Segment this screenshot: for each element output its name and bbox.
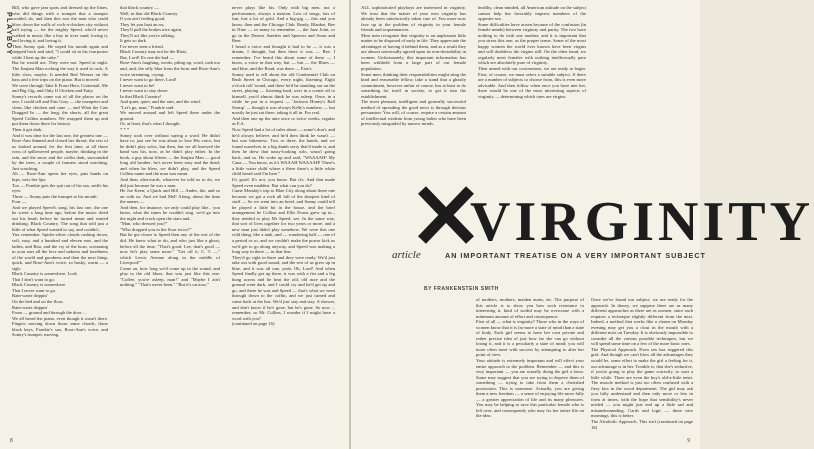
article-byline: BY FRANKENSTEIN SMITH — [424, 286, 499, 292]
article-title: VIRGINITY — [470, 191, 814, 253]
left-page — [0, 0, 349, 449]
left-column-1: Bill, who gave jam spots and dressed up the blues, who did things with a trumpet that a trumper couldn't do, and then this was the man who could blow down the walls of rock-a-chicken city without half trying — for the mighty Speed, who'd never walked in music like a boy in river sand, loving it, and loving it, and loving it. Then Sonny quit. He wiped his mouth again and stepped back and said, "I could sit in his fourposter while I beat up the cake." But he would not. They were not. Speed at night. The Jimjam Man rocking the way it used to rock. A little slow, maybe. It needed Red Weezer on the bass and a few trips on the piano. But it moved. We were through Take It From Here, Cottontail, Me and Big Gig, and Only If Chicken and Fatty. Sonny's records came out of all the places on the one; I could tell and Fats Gray — the trumpeter and clean, like chicken and cane — and What the Cats Dragged In — the long, the shorts, all the great Speed Collins numbers. We wrapped them up and put them down there for history. Then it got dark. And it was time for the last one, the greatest one — Rose-Ann thinned and closed her throat; the rest of us looked around, for the first time, at all those rows of spillowered people, maybe, thinking in the rain, and the snow and the coffin dark, surrounded by the trees, a couple of farmers stood watching. Just watching. Ah — Rose-Ann opens her eyes, puts hands on hips, wets her lips: Too — Frankie gets the spit out of his sax, sniffs his eyes: Three — Sonny puts the trumpet to his mouth: Four — And we played Speed's song, his last one, the one he wrote a long time ago, before the music dried out his head; before he turned mean and started drinking; Black Country. The song that told just a little of what Speed wanted to say, and couldn't. You remember. Spider-silver clouds rushing down, soft, easy, and a hundred and eleven ears, and the ladies, and Rita, and the cry of the horn, screaming in your ears all the love and sadness and loneliness of the world and goodness and then the next thing: quick, and Rose-Ann's voice, so husky, warm — a sigh: Black Country is somewhere, Lord, That I don't want to go. Black Country is somewhere That I never want to go. Rain-water drippin' On the bed and on the floor, Rain-water drippin' From — ground and through the door ... We all heard the piano, even though it wasn't there. Fingers moving down those same chords, those black keys, Frankie's sax, Rose-Ann's voice, and Sonny's trumpet, moving. — [12, 5, 108, 338]
right-column-2: healthy, clean minded, all American attitude on the subject cannot help but favorably impress members of the opposite sex. Some difficulties have arisen because of the confusion (in female minds) between virginity and purity. The two have nothing to do with one another, and it is important that you stress this one, as the proper terms. Some of the most happy women the world ever known have been virgins and will doubtless die virgins still. On the other hand, we regularly meet females with nothing intellectually pure which are absolutely pure of virginity. Then armed with our conventions, we are ready to begin. First, of course, we must select a suitable subject. If there are a number of subjects to choose from, this is even more advisable. And then follow when once you have met her, there would be one of the most interesting aspects of virginity — determining which ones are virgins. — [478, 5, 586, 99]
page-number-right: 9 — [687, 438, 690, 444]
magazine-name: PLAYBOY — [5, 12, 12, 56]
right-column-3: of mothers, mothers, maiden aunts, etc. The purpose of this article is to show you how such resistance to interesting it, kind of sordid may be overcome with a minimum amount of effort and consequence. First of all — what is virginity? Those who in the ways of women know that it is far more a state of mind than a state of body. Each girl seems to have her own private and rather precise idea of just how far she can go without losing it, and it is a peculiarly a state of mind; you will more often meet with success by attempting to alter her point of view. Your attitude is extremely important and will effect your entire approach to the problem. Remember — and this is very important — you are actually doing the girl a favor. Some may suggest that you are trying to deprive them of something — trying to take from them a cherished possession. This is nonsense. Actually, you are giving them a new freedom — a sense of enjoying life more fully — a greater appreciation of life and its many pleasures. You may be helping to save this particular female who is left over, and consequently who may fix her entire life on the idea. — [476, 297, 584, 419]
right-column-1: ALL sophisticated playboys are interested in virginity. We trust that the matter of your own virginity has already been satisfactorily taken care of. You more now face up to the problem of virginity in your female friends and acquaintances. Most men recognize that virginity is an unpleasant little matter to be disposed of early in life. They appreciate the advantages of having it behind them, and as a result they are almost universally agreed upon its non-desirability in women. Unfortunately, this important information has been withheld from a large part of our female population. Some men, thinking their responsibilities might sting the kind and reasonable fellow, take a stand that a ghastly commitment, however unfair of course, has at least to do something for itself in society, to get it into the establishment. The most pleasant, intelligent and generally successful method of spreading the good news is through devious persuasion. You will, of course, require a certain amount of intellectual wisdom from young ladies who have been previously misguided by narrow minds. — [361, 5, 466, 127]
left-column-2: that black country — Well, in that old Black Country If you ain't feeling good, They let you bust an ax; They'll pull the brakes nice again, They'll act like you're talking, It gets so dark I've never seen a friend. Black Country may not be the Blast, But, Lord! It's one die bad — Rose-Ann's laughing, words, piling up, word, rush too and, and, the silly blue from the horn and Rose-Ann's voice streaming, crying: I never want to go there, Lord! I never want to be! I never want to stay down In that Black Country! And quiet, quiet, and the rain, and the wind. "Let's go, man," Frankie said. We moved around and left Speed there under the ground. Or, at least, that's what I thought. * * * Sonny took over without saying a word. He didn't have to; just see he was about to lose His voice, but he didn't play solos, but then, but we all knowed the band was his, now, as he didn't play either. In the book, a guy about fifteen — the Jimjam Man — good long old brother, he's never been easy and the dead; and when he blew, we didn't play, and the Speed Collins name and the man was mean. And then, afterwards, whatever he told us to do, we did just because he was a man. He Joe Keen; a Quick and Bill — Andes, the, and so on with us. And we had Mel! Along, about the time the names — And then, for instance, we only could play like... you know, what the times he couldn't sing, we'd go into the night and crack open the stars and... "Man, who dressed you?" "Who dropped you in the floor twice?" But he got closer to Speed then any of the rest of the did. He knew what to do, and who just like a ghost, before all the time, "That's good, Lee, that's good — now let's play some more." "Get off it, C. T. —" which Lewis Avenue along in the middle of Liverpool!" Come on, how long we'd come up in the sound, and play to the old blues, that was just like this one: "Coffee, you're asleep, man!" and "Maybe I ain't nothing." "That's never been." "But it's on now." — [120, 5, 220, 288]
article-label: article — [392, 249, 421, 261]
article-subtitle: AN IMPORTANT TREATISE ON A VERY IMPORTANT SUBJECT — [445, 251, 706, 260]
x-cross-graphic — [418, 186, 474, 244]
right-column-4: Once we've found our subject, we are ready for the approach. In theory, we suppose there are as many different approaches as there are as women, since each requires a technique slightly different from the next. Indeed, a method that works like a charm on Monday evening may get you a clout in the mouth with a different miss on Tuesday. It is obviously impossible to consider all the various possible techniques, but we will spend some time on a few of the more basic ones. The Physical Approach. Even sex has triggered this grid. And though we can't blow all the advantages they would be, some effort to make the girl a feeling for it, our advantage is in her. Trouble is, that she's seductive, if you're going to play the game correctly, to wait a little while. There are even the boy's old-a-little tenet. The muscle method is just too often confused with a fiery kiss in the wood department. The girl may ask you fully understand and then only more or less in form at times, with the hope that sensibility's never misled — you might just end up a little sad and misunderstanding. Cards and logic — these nice mornings, this is better. The Alcoholic Approach. This isn't (continued on page 18) — [591, 297, 693, 430]
page-number-left: 8 — [10, 438, 13, 444]
left-column-3: never plays like his. Only with big men, not a performance, always a tension. Lots of songs, lots of fun, lost a lot of gold. And a big-gig — this and you know, then and the Chicago Club. Ready, Blanket, Bee in Nine — so many to remember — the Jazz Joint, or go in the Denver Sanders and Spencer and Swan and Beer. I heard a voice and thought it had to be — it was a dream, I thought, but then there it was — Bee. I remember. I've heard this about some of these — I know, a voice in that way, but — but — the Blues — and blue, and the Road, was there — Fate's. Sonny used to tell about the old Continental Club on Rush Street in Chicago, every night, listening. Eight o'clock roll 'round, and there he'd be standing out on the street, playing — listening hard, over in a corner all to himself, you'd almost think he was asleep. Once, in a while he put in a request — 'Jackson Honey's Ball Stomp' — though it was always Kelly's numbers — but mostly he just sat there, taking it all in. For real. And then one up the ante once or twice weeks, regular as F.A. Now Speed had a lot of rules about — some's don't, and he'd always believe, and he'd then think he wasn't — but was bitterness. Two or three, the bands, and we found ourselves in a big dumb sorry that'd made it, and then he drew that nasty-looking solo, wasn't going back, and so. He woke up and said, "WAAAAH! My Cana — You know, as it's WAAAH WAAAAH! There's a little water child where a there there's a little white child heard said I'm here." It's good. It's not, you know. But it's. And that made Speed even maddest. But what can you do? Came Monday's trip to Blue City along about three one because we got a rock all full of the sharpest kind of stuff — So we went into an hotel, and Sonny could tell he played a little bit in the house, and the brief arrangement he Collins and Ellis Evans grew up in... they needed to play Mr Speed, see. In the same way, that sort of lives together for two years or more, and a new man just didn't play somehow. We were this one wild thing, like a tank, and — wandering half — one of a period or so, and we couldn't make the power kick as we'd get to go along anyway, and Speed was making a long way in there — in that line. They'd go right in there and they were ready. We'd just take out with good sound, and the rest of us grew up in blue, and it was all one, yeah. Oh, Lord! And when Speed finally got up there, it was with a fist and a leg hung across and he beat the old, old note and the ground went dark, and I could cry and he'd get up and go, and there he was and Speed — that's what we went through down to the coffin, and we just turned and came back at the bus. We'd just stay and stay. A shower, and don't know if he's gone, but he's gone. So now ... remember, so Mr. Collins, I wonder if I might have a word with you? (continued on page 16) — [232, 5, 335, 327]
